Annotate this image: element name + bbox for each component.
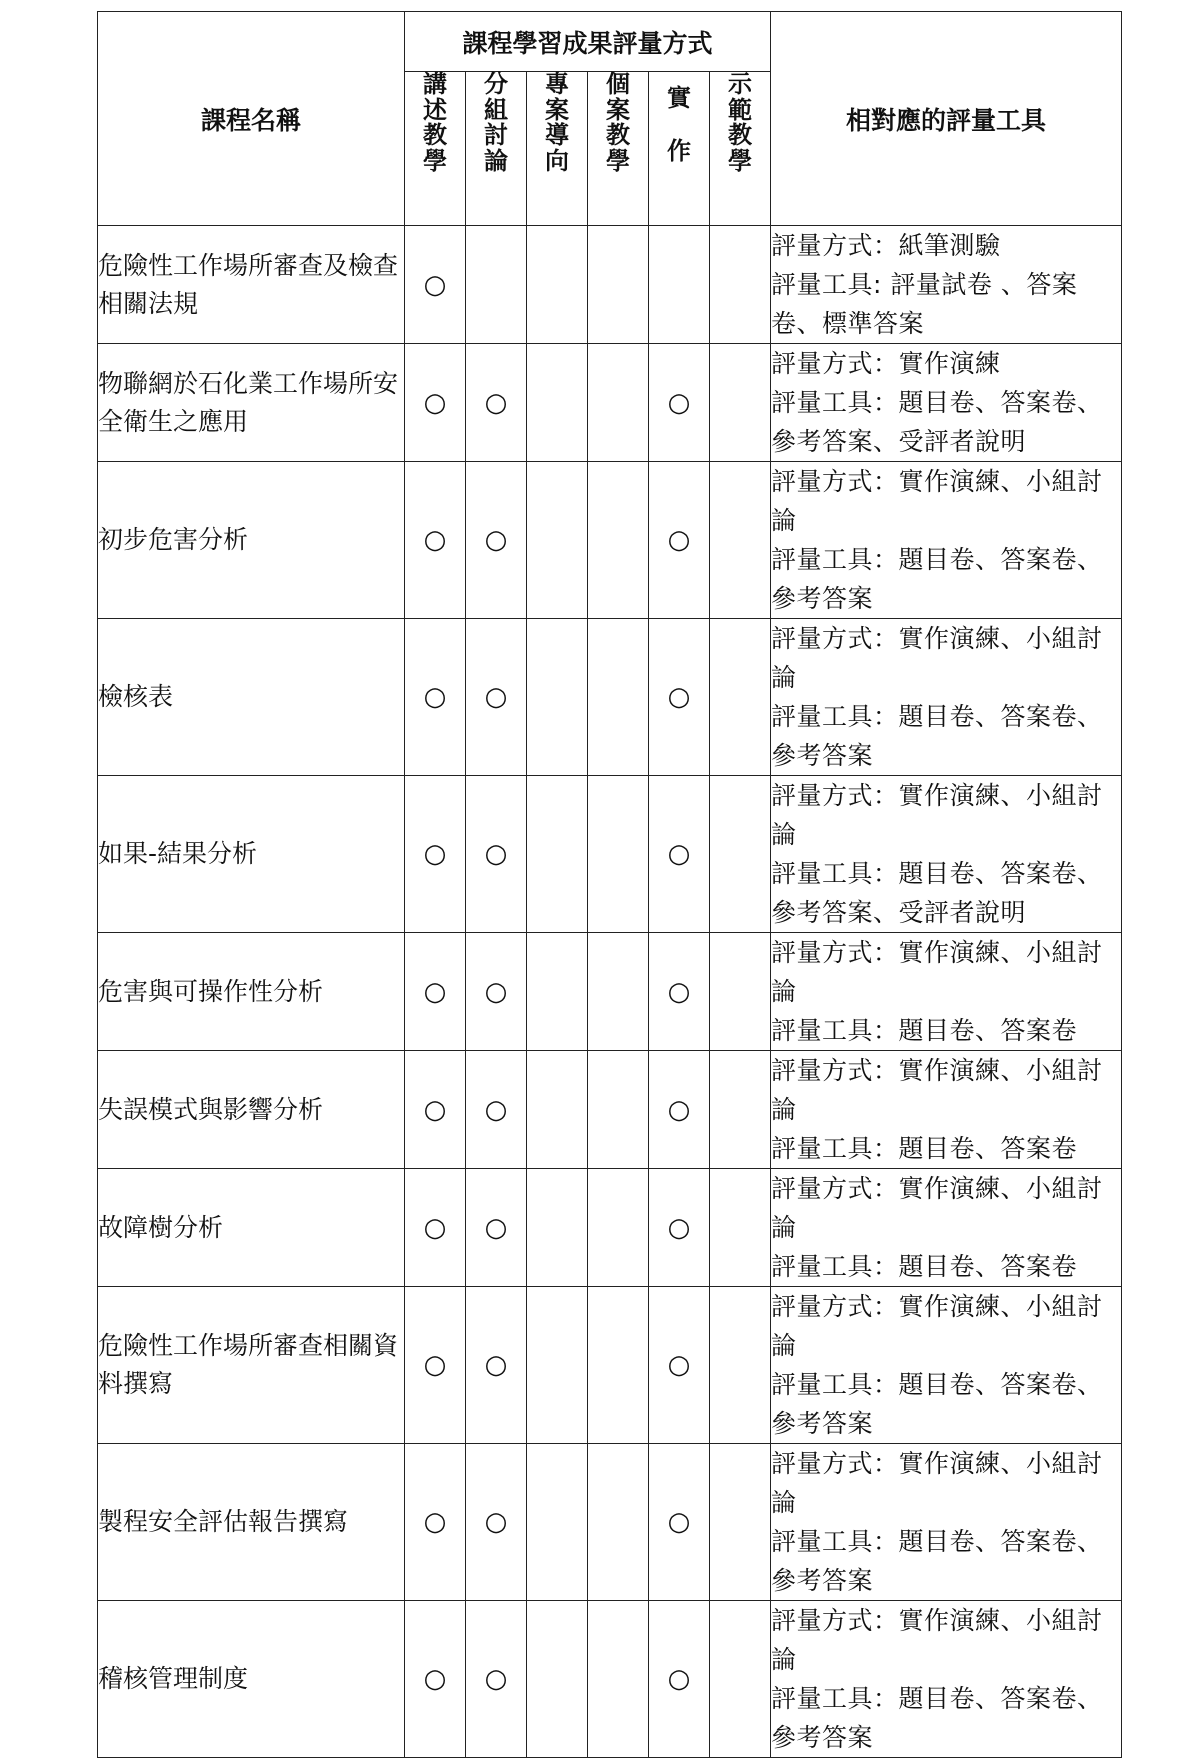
method-mark-cell — [527, 1444, 588, 1601]
method-mark-cell — [405, 1601, 466, 1758]
method-mark-cell — [466, 619, 527, 776]
table-row — [98, 462, 1122, 619]
method-mark-cell — [527, 1169, 588, 1287]
circle-mark-icon: ○ — [667, 839, 691, 869]
method-mark-cell — [588, 1444, 649, 1601]
method-label: 示範教學 — [728, 70, 753, 176]
method-label: 分組討論 — [483, 70, 508, 176]
method-mark-cell — [710, 776, 771, 933]
assessment-tools-line: 評量工具：題目卷、答案卷 — [771, 1016, 1078, 1045]
circle-mark-icon: ○ — [484, 1094, 508, 1125]
assessment-tools-cell — [771, 619, 1122, 776]
course-name-cell: 失誤模式與影響分析 — [98, 1051, 405, 1169]
assessment-method-line: 評量方式：實作演練、小組討論 — [771, 1449, 1103, 1517]
method-mark-cell — [405, 462, 466, 619]
assessment-tools-line: 評量工具：題目卷、答案卷、參考答案 — [771, 702, 1103, 770]
method-mark-cell — [527, 226, 588, 344]
assessment-method-line: 評量方式：實作演練、小組討論 — [771, 1056, 1103, 1124]
circle-mark-icon: ○ — [423, 1350, 447, 1380]
method-mark-cell — [649, 1169, 710, 1287]
method-mark-cell — [588, 1169, 649, 1287]
method-label: 專案導向 — [544, 70, 569, 176]
assessment-method-line: 評量方式：實作演練 — [771, 349, 1001, 378]
course-name-cell: 製程安全評估報告撰寫 — [98, 1444, 405, 1601]
method-mark-cell — [466, 1051, 527, 1169]
method-mark-cell — [649, 776, 710, 933]
method-header-group-discussion — [466, 72, 527, 226]
method-mark-cell — [405, 1287, 466, 1444]
assessment-method-line: 評量方式：紙筆測驗 — [771, 231, 1001, 260]
header-row-1 — [98, 12, 1122, 72]
method-mark-cell — [405, 1444, 466, 1601]
method-header-project — [527, 72, 588, 226]
table-row — [98, 226, 1122, 344]
circle-mark-icon: ○ — [423, 1094, 447, 1125]
method-mark-cell — [527, 619, 588, 776]
method-mark-cell — [588, 462, 649, 619]
method-mark-cell — [588, 344, 649, 462]
method-mark-cell — [710, 1051, 771, 1169]
assessment-tools-cell — [771, 344, 1122, 462]
assessment-tools-line: 評量工具：題目卷、答案卷、參考答案 — [771, 1684, 1103, 1752]
circle-mark-icon: ○ — [667, 1350, 691, 1380]
method-mark-cell — [710, 462, 771, 619]
circle-mark-icon: ○ — [667, 976, 691, 1007]
table-row — [98, 344, 1122, 462]
assessment-tools-line: 評量工具：題目卷、答案卷 — [771, 1252, 1078, 1281]
assessment-method-line: 評量方式：實作演練、小組討論 — [771, 1174, 1103, 1242]
circle-mark-icon: ○ — [667, 387, 691, 418]
course-name-cell: 危險性工作場所審查相關資料撰寫 — [98, 1287, 405, 1444]
circle-mark-icon: ○ — [423, 1664, 447, 1694]
method-mark-cell — [466, 776, 527, 933]
circle-mark-icon: ○ — [484, 682, 508, 712]
assessment-tools-cell — [771, 776, 1122, 933]
method-mark-cell — [527, 1051, 588, 1169]
method-mark-cell — [649, 462, 710, 619]
method-mark-cell — [527, 776, 588, 933]
assessment-tools-cell — [771, 1287, 1122, 1444]
assessment-tools-cell — [771, 1601, 1122, 1758]
method-mark-cell — [649, 1287, 710, 1444]
circle-mark-icon: ○ — [667, 1212, 691, 1243]
method-mark-cell — [405, 344, 466, 462]
method-mark-cell — [710, 933, 771, 1051]
course-name-cell: 故障樹分析 — [98, 1169, 405, 1287]
course-name-cell: 稽核管理制度 — [98, 1601, 405, 1758]
table-row — [98, 619, 1122, 776]
table-row — [98, 1287, 1122, 1444]
circle-mark-icon: ○ — [484, 1350, 508, 1380]
method-mark-cell — [405, 1169, 466, 1287]
assessment-tools-line: 評量工具：題目卷、答案卷、參考答案 — [771, 1527, 1103, 1595]
method-mark-cell — [588, 1051, 649, 1169]
table-row — [98, 1169, 1122, 1287]
method-mark-cell — [588, 1287, 649, 1444]
assessment-method-line: 評量方式：實作演練、小組討論 — [771, 938, 1103, 1006]
assessment-method-line: 評量方式：實作演練、小組討論 — [771, 1606, 1103, 1674]
assessment-tools-line: 評量工具：題目卷、答案卷、參考答案 — [771, 1370, 1103, 1438]
assessment-tools-header: 相對應的評量工具 — [771, 12, 1122, 226]
assessment-tools-cell — [771, 933, 1122, 1051]
assessment-method-line: 評量方式：實作演練、小組討論 — [771, 781, 1103, 849]
circle-mark-icon: ○ — [484, 1664, 508, 1694]
course-name-cell: 危險性工作場所審查及檢查相關法規 — [98, 226, 405, 344]
method-mark-cell — [466, 226, 527, 344]
method-mark-cell — [649, 619, 710, 776]
method-label: 實作 — [666, 84, 691, 165]
method-mark-cell — [466, 1169, 527, 1287]
assessment-table — [97, 11, 1122, 1758]
circle-mark-icon: ○ — [667, 1664, 691, 1694]
course-name-cell: 檢核表 — [98, 619, 405, 776]
circle-mark-icon: ○ — [484, 976, 508, 1007]
assessment-tools-line: 評量工具：題目卷、答案卷、參考答案、受評者說明 — [771, 859, 1103, 927]
method-mark-cell — [527, 462, 588, 619]
method-mark-cell — [405, 1051, 466, 1169]
method-mark-cell — [527, 1287, 588, 1444]
method-mark-cell — [466, 1601, 527, 1758]
method-mark-cell — [466, 462, 527, 619]
assessment-tools-line: 評量工具：題目卷、答案卷、參考答案、受評者說明 — [771, 388, 1103, 456]
method-mark-cell — [588, 226, 649, 344]
method-mark-cell — [710, 1287, 771, 1444]
method-mark-cell — [588, 1601, 649, 1758]
course-name-cell: 如果-結果分析 — [98, 776, 405, 933]
method-mark-cell — [588, 933, 649, 1051]
circle-mark-icon: ○ — [423, 1507, 447, 1537]
method-header-lecture — [405, 72, 466, 226]
circle-mark-icon: ○ — [667, 1094, 691, 1125]
table-row — [98, 1051, 1122, 1169]
method-mark-cell — [405, 226, 466, 344]
method-mark-cell — [710, 344, 771, 462]
method-mark-cell — [710, 1169, 771, 1287]
circle-mark-icon: ○ — [484, 1507, 508, 1537]
method-mark-cell — [649, 1051, 710, 1169]
circle-mark-icon: ○ — [423, 525, 447, 555]
circle-mark-icon: ○ — [484, 525, 508, 555]
circle-mark-icon: ○ — [667, 1507, 691, 1537]
table-body — [98, 226, 1122, 1758]
circle-mark-icon: ○ — [484, 1212, 508, 1243]
course-name-header: 課程名稱 — [98, 12, 405, 226]
method-header-case — [588, 72, 649, 226]
table-row — [98, 933, 1122, 1051]
course-name-cell: 物聯網於石化業工作場所安全衛生之應用 — [98, 344, 405, 462]
method-mark-cell — [710, 226, 771, 344]
circle-mark-icon: ○ — [423, 976, 447, 1007]
method-mark-cell — [466, 1444, 527, 1601]
assessment-method-line: 評量方式：實作演練、小組討論 — [771, 1292, 1103, 1360]
method-header-demonstration — [710, 72, 771, 226]
circle-mark-icon: ○ — [484, 387, 508, 418]
circle-mark-icon: ○ — [423, 682, 447, 712]
method-mark-cell — [710, 1444, 771, 1601]
method-mark-cell — [527, 933, 588, 1051]
method-mark-cell — [405, 933, 466, 1051]
assessment-method-line: 評量方式：實作演練、小組討論 — [771, 624, 1103, 692]
circle-mark-icon: ○ — [484, 839, 508, 869]
method-label: 個案教學 — [605, 70, 630, 176]
circle-mark-icon: ○ — [423, 269, 447, 300]
assessment-tools-cell — [771, 1169, 1122, 1287]
table-row — [98, 776, 1122, 933]
circle-mark-icon: ○ — [423, 1212, 447, 1243]
circle-mark-icon: ○ — [423, 387, 447, 418]
assessment-tools-line: 評量工具：題目卷、答案卷 — [771, 1134, 1078, 1163]
table-row — [98, 1601, 1122, 1758]
assessment-tools-line: 評量工具: 評量試卷 、答案卷、標準答案 — [771, 270, 1078, 338]
method-mark-cell — [710, 619, 771, 776]
method-mark-cell — [527, 344, 588, 462]
method-mark-cell — [527, 1601, 588, 1758]
course-name-cell: 危害與可操作性分析 — [98, 933, 405, 1051]
method-mark-cell — [649, 344, 710, 462]
assessment-tools-line: 評量工具：題目卷、答案卷、參考答案 — [771, 545, 1103, 613]
circle-mark-icon: ○ — [667, 525, 691, 555]
method-mark-cell — [405, 619, 466, 776]
method-mark-cell — [649, 1444, 710, 1601]
assessment-tools-cell — [771, 1444, 1122, 1601]
assessment-tools-cell — [771, 226, 1122, 344]
method-mark-cell — [649, 1601, 710, 1758]
method-mark-cell — [466, 344, 527, 462]
method-mark-cell — [405, 776, 466, 933]
circle-mark-icon: ○ — [423, 839, 447, 869]
course-name-cell: 初步危害分析 — [98, 462, 405, 619]
assessment-methods-header: 課程學習成果評量方式 — [405, 12, 771, 72]
table-row — [98, 1444, 1122, 1601]
assessment-method-line: 評量方式：實作演練、小組討論 — [771, 467, 1103, 535]
method-mark-cell — [466, 933, 527, 1051]
method-mark-cell — [710, 1601, 771, 1758]
method-label: 講述教學 — [422, 70, 447, 176]
assessment-tools-cell — [771, 1051, 1122, 1169]
assessment-tools-cell — [771, 462, 1122, 619]
method-mark-cell — [588, 776, 649, 933]
method-mark-cell — [466, 1287, 527, 1444]
method-mark-cell — [588, 619, 649, 776]
circle-mark-icon: ○ — [667, 682, 691, 712]
method-mark-cell — [649, 933, 710, 1051]
method-mark-cell — [649, 226, 710, 344]
method-header-practice — [649, 72, 710, 226]
